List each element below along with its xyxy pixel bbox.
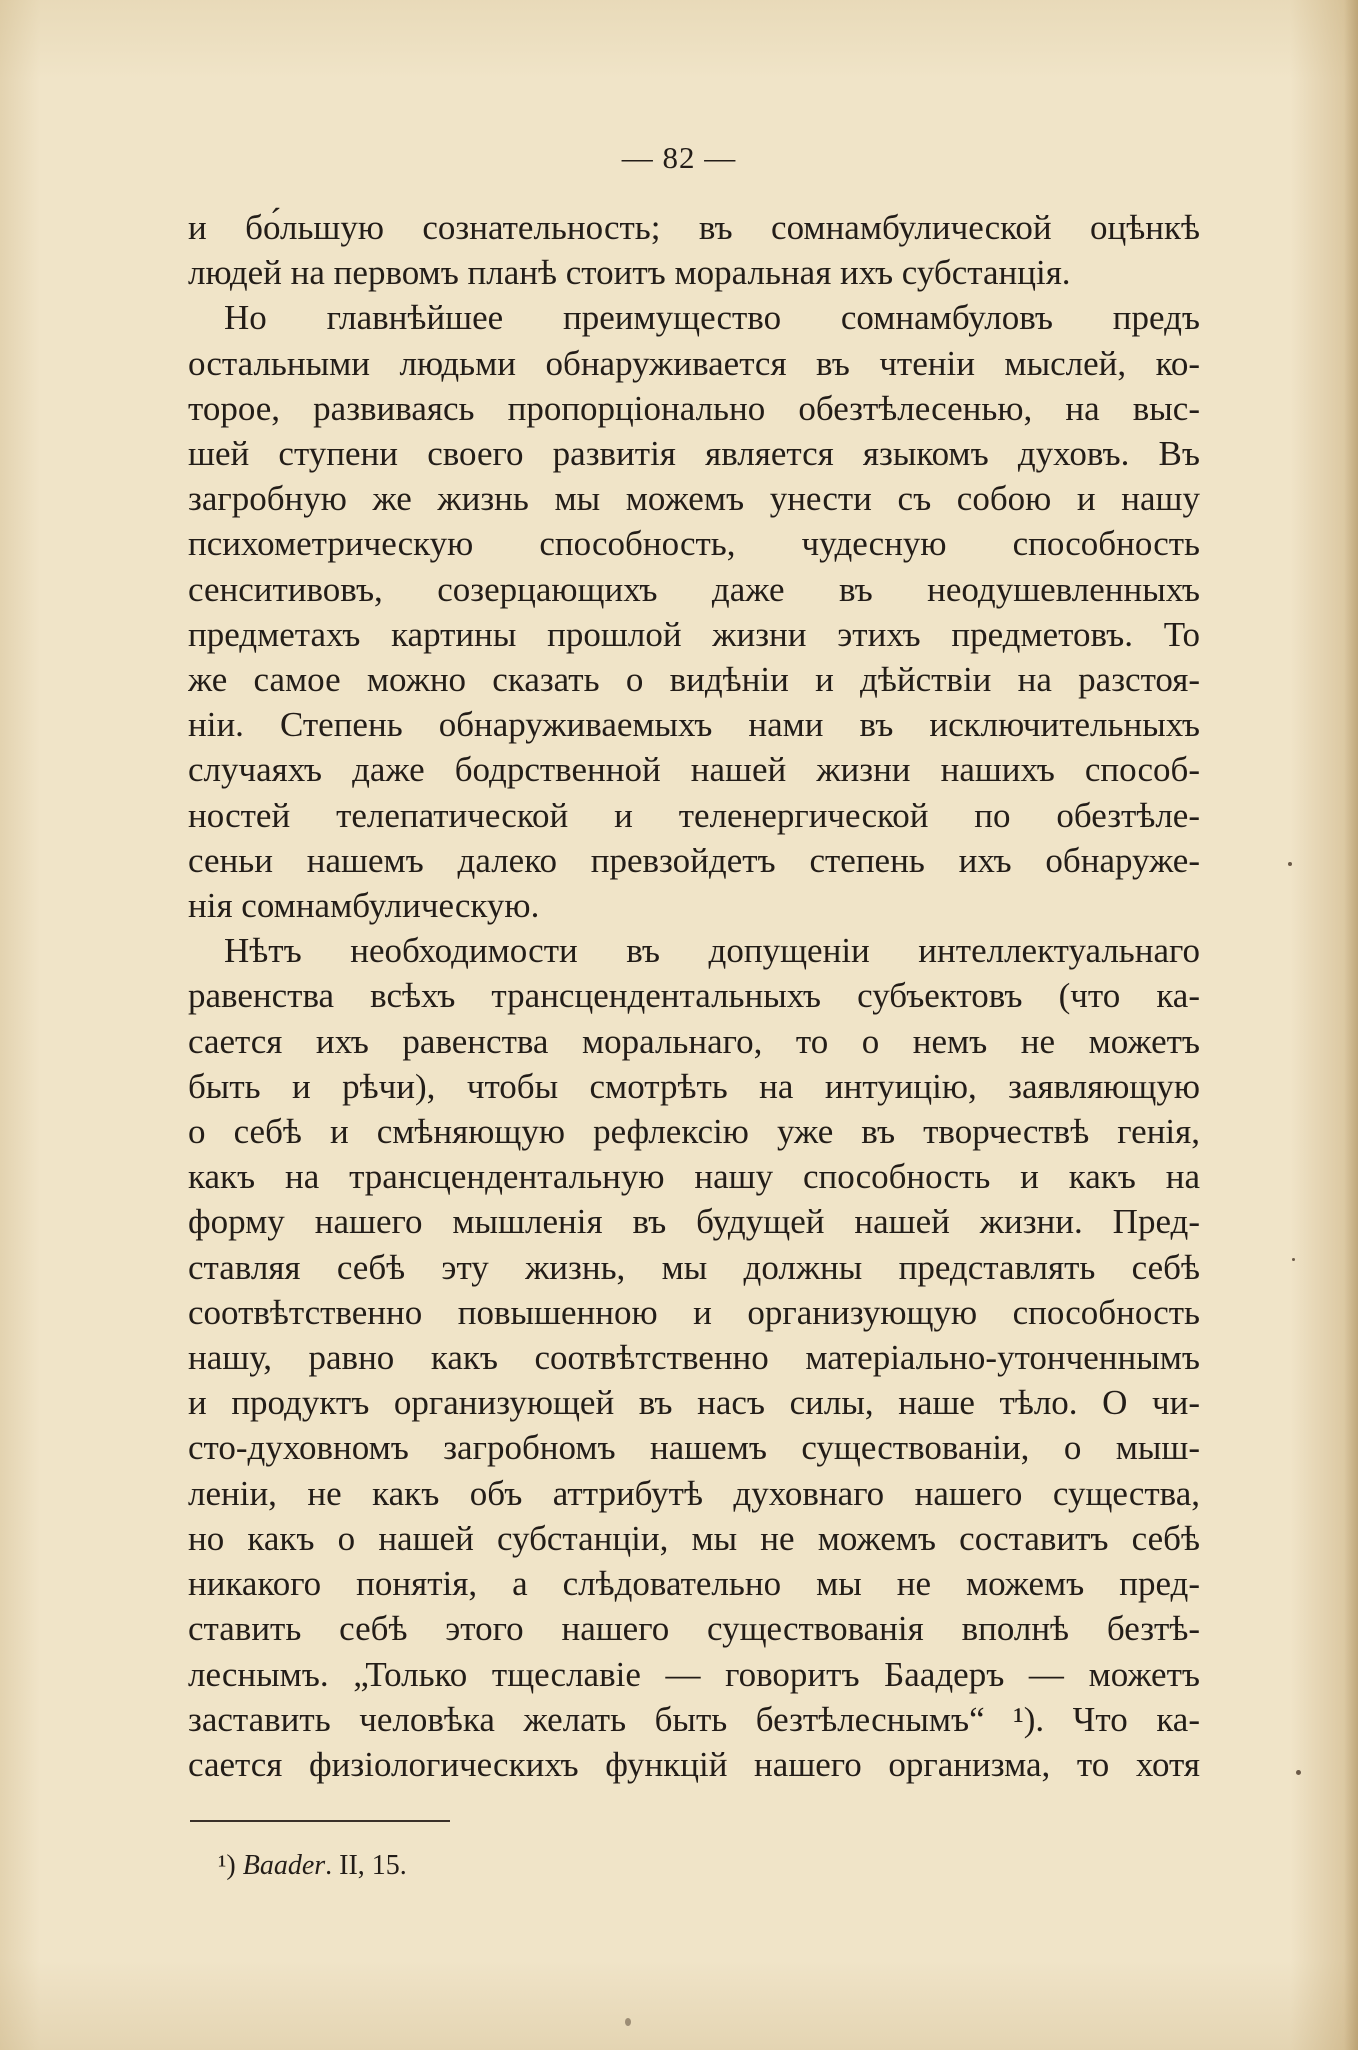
text-line: предметахъ картины прошлой жизни этихъ предметовъ. То [188, 614, 1200, 654]
page-edge-shadow [1344, 0, 1358, 2050]
text-line: людей на первомъ планѣ стоитъ моральная ихъ субстанція. [188, 253, 1071, 293]
text-line: и продуктъ организующей въ насъ силы, наше тѣло. О чи- [188, 1383, 1200, 1423]
paper-speck [1292, 1258, 1295, 1261]
text-line: сается ихъ равенства моральнаго, то о немъ не можетъ [188, 1021, 1200, 1061]
footnote-author: Baader [242, 1850, 326, 1881]
text-line: Но главнѣйшее преимущество сомнамбуловъ предъ [224, 298, 1200, 338]
text-line: заставить человѣка желать быть безтѣлеснымъ“ ¹). Что ка- [188, 1699, 1200, 1739]
page-number: — 82 — [621, 140, 737, 175]
text-line: же самое можно сказать о видѣніи и дѣйствіи на разстоя- [188, 660, 1200, 700]
text-line: равенства всѣхъ трансцендентальныхъ субъектовъ (что ка- [188, 976, 1200, 1016]
text-line: загробную же жизнь мы можемъ унести съ собою и нашу [188, 479, 1200, 519]
text-line: о себѣ и смѣняющую рефлексію уже въ творчествѣ генія, [188, 1112, 1200, 1152]
paper-speck [1296, 1770, 1301, 1775]
text-line: леніи, не какъ объ аттрибутѣ духовнаго нашего существа, [188, 1473, 1200, 1513]
footnote-marker: ¹) [218, 1850, 236, 1881]
paper-speck [625, 2018, 631, 2026]
text-line: остальными людьми обнаруживается въ чтеніи мыслей, ко- [188, 343, 1200, 383]
text-line: форму нашего мышленія въ будущей нашей жизни. Пред- [188, 1202, 1200, 1242]
footnote [218, 1849, 407, 1883]
text-line: сается физіологическихъ функцій нашего организма, то хотя [188, 1744, 1200, 1784]
text-line: случаяхъ даже бодрственной нашей жизни нашихъ способ- [188, 750, 1200, 790]
text-line: какъ на трансцендентальную нашу способность и какъ на [188, 1157, 1200, 1197]
text-line: ставить себѣ этого нашего существованія вполнѣ безтѣ- [188, 1609, 1200, 1649]
text-line: сто-духовномъ загробномъ нашемъ существованіи, о мыш- [188, 1428, 1200, 1468]
text-line: быть и рѣчи), чтобы смотрѣть на интуицію, заявляющую [188, 1066, 1200, 1106]
text-line: но какъ о нашей субстанціи, мы не можемъ составитъ себѣ [188, 1518, 1200, 1558]
footnote-reference: . II, 15. [325, 1850, 407, 1881]
paper-speck [1288, 862, 1292, 866]
text-line: шей ступени своего развитія является языкомъ духовъ. Въ [188, 434, 1200, 474]
text-line: леснымъ. „Только тщеславіе — говоритъ Баадеръ — можетъ [188, 1654, 1200, 1694]
text-line: нашу, равно какъ соотвѣтственно матеріально-утонченнымъ [188, 1338, 1200, 1378]
text-line: ставляя себѣ эту жизнь, мы должны представлять себѣ [188, 1247, 1200, 1287]
text-line: Нѣтъ необходимости въ допущеніи интеллектуальнаго [224, 931, 1200, 971]
text-line: психометрическую способность, чудесную способность [188, 524, 1200, 564]
text-line: сеньи нашемъ далеко превзойдетъ степень ихъ обнаруже- [188, 840, 1200, 880]
text-line: нія сомнамбулическую. [188, 886, 540, 926]
text-line: сенситивовъ, созерцающихъ даже въ неодушевленныхъ [188, 569, 1200, 609]
footnote-divider [190, 1820, 450, 1822]
body-text [188, 205, 1200, 1787]
text-line: ностей телепатической и теленергической по обезтѣле- [188, 795, 1200, 835]
text-line: и бо́льшую сознательность; въ сомнамбулической оцѣнкѣ [188, 208, 1200, 247]
text-line: никакого понятія, а слѣдовательно мы не можемъ пред- [188, 1564, 1200, 1604]
text-line: ніи. Степень обнаруживаемыхъ нами въ исключительныхъ [188, 705, 1200, 745]
text-line: торое, развиваясь пропорціонально обезтѣлесенью, на выс- [188, 388, 1200, 428]
text-line: соотвѣтственно повышенною и организующую способность [188, 1292, 1200, 1332]
